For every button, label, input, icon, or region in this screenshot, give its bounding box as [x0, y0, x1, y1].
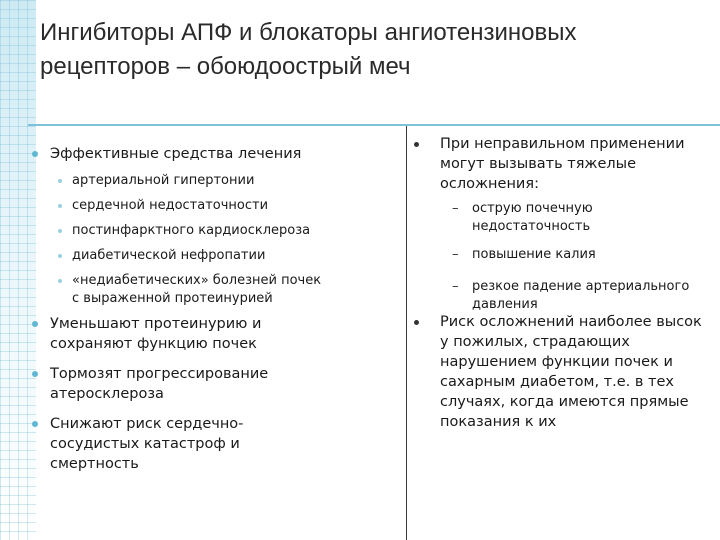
left-point-1: Уменьшают протеинурию и сохраняют функцию почек [50, 314, 390, 354]
bullet-icon [414, 320, 419, 325]
dash-icon: – [452, 247, 459, 262]
bullet-icon [414, 142, 419, 147]
left-panel [14, 126, 407, 540]
bullet-icon [58, 179, 62, 183]
bullet-icon [32, 151, 38, 157]
bullet-icon [32, 421, 38, 427]
left-point-3: Снижают риск сердечно- сосудистых катастроф и смертность [50, 414, 390, 474]
slide-title: Ингибиторы АПФ и блокаторы ангиотензиновых рецепторов – обоюдоострый меч [40, 19, 577, 80]
right-intro: При неправильном применении могут вызывать тяжелые осложнения: [440, 134, 720, 194]
left-heading-block [50, 144, 390, 164]
right-column [408, 126, 720, 540]
complication-list: – острую почечную недостаточность – повышение калия – резкое падение артериального давления [472, 200, 716, 314]
left-point-2: Тормозят прогрессирование атеросклероза [50, 364, 390, 404]
bullet-icon [58, 229, 62, 233]
bullet-icon [58, 254, 62, 258]
sub-item: артериальной гипертонии [72, 172, 392, 190]
sub-item: «недиабетических» болезней почек [72, 272, 392, 290]
complication-item: – острую почечную [452, 201, 593, 216]
bullet-icon [32, 321, 38, 327]
left-heading-text: Эффективные средства лечения [50, 146, 302, 162]
bullet-icon [58, 204, 62, 208]
complication-item: – повышение калия [452, 247, 596, 262]
left-heading [50, 144, 390, 164]
dash-icon: – [452, 201, 459, 216]
slide-title-area [40, 16, 690, 84]
sub-item: сердечной недостаточности [72, 197, 392, 215]
bullet-icon [58, 279, 62, 283]
bullet-icon [32, 371, 38, 377]
complication-item: – резкое падение артериального [452, 279, 690, 294]
dash-icon: – [452, 279, 459, 294]
risk-note: Риск осложнений наиболее высок у пожилых, страдающих нарушением функции почек и сахарным диабетом, т.е. в тех случаях, когда имеются прямые показания к их [440, 312, 720, 432]
sub-item-continued: с выраженной протеинурией [72, 291, 273, 306]
sub-item: постинфарктного кардиосклероза [72, 222, 392, 240]
sub-item-list [72, 172, 392, 308]
sub-item: диабетической нефропатии [72, 247, 392, 265]
